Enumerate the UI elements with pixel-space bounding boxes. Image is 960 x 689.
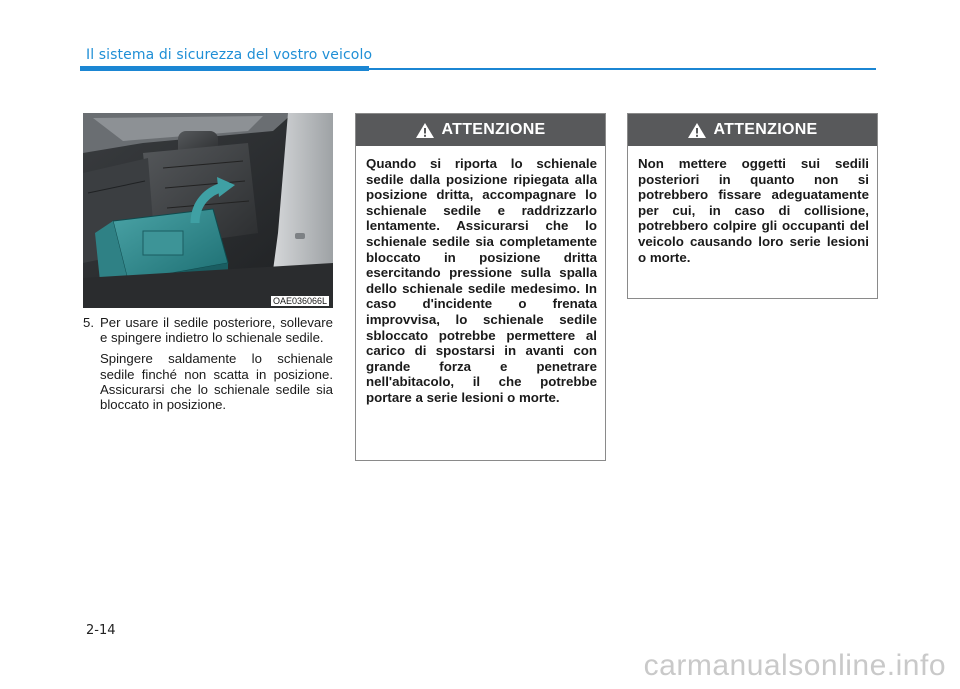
folding-rear-seat-icon xyxy=(83,113,333,308)
rear-seat-illustration xyxy=(83,113,333,308)
warning-title: ATTENZIONE xyxy=(441,121,546,138)
step-paragraph: Spingere saldamente lo schienale sedile finché non scatta in posizione. Assicurarsi che lo schienale sedile sia bloccato in posizione. xyxy=(100,351,333,413)
watermark: carmanualsonline.info xyxy=(643,649,946,682)
warning-box-1 xyxy=(355,113,606,461)
warning-text: Non mettere oggetti sui sedili posteriori in quanto non si potrebbero fissare adeguatamente per cui, in caso di collisione, potrebbero colpire gli occupanti del veicolo causando loro serie lesioni o morte. xyxy=(638,156,869,265)
instruction-text xyxy=(83,315,333,412)
warning-text: Quando si riporta lo schienale sedile dalla posizione ripiegata alla posizione dritta, accompagnare lo schienale sedile e raddrizzarlo lentamente. Assicurarsi che lo schienale sedile sia completamente bloccato in posizione dritta esercitando pressione sulla spalla dello schienale sedile medesimo. In caso d'incidente o frenata improvvisa, lo schienale sedile sbloccato potrebbe permettere al carico di spostarsi in avanti con grande forza e penetrare nell'abitacolo, il che potrebbe portare a serie lesioni o morte. xyxy=(366,156,597,405)
figure-code: OAE036066L xyxy=(272,296,327,306)
header-rule-thin xyxy=(369,68,876,70)
step-text: Per usare il sedile posteriore, sollevare e spingere indietro lo schienale sedile. xyxy=(100,315,333,346)
warning-title: ATTENZIONE xyxy=(713,121,818,138)
warning-triangle-icon xyxy=(415,122,435,139)
warning-header xyxy=(628,114,877,146)
header-rule-thick xyxy=(80,66,369,71)
section-title: Il sistema di sicurezza del vostro veicolo xyxy=(86,47,373,63)
warning-header xyxy=(356,114,605,146)
page-number: 2-14 xyxy=(86,623,116,638)
warning-box-2 xyxy=(627,113,878,299)
warning-triangle-icon xyxy=(687,122,707,139)
step-number: 5. xyxy=(83,315,94,330)
step-5 xyxy=(83,315,333,345)
